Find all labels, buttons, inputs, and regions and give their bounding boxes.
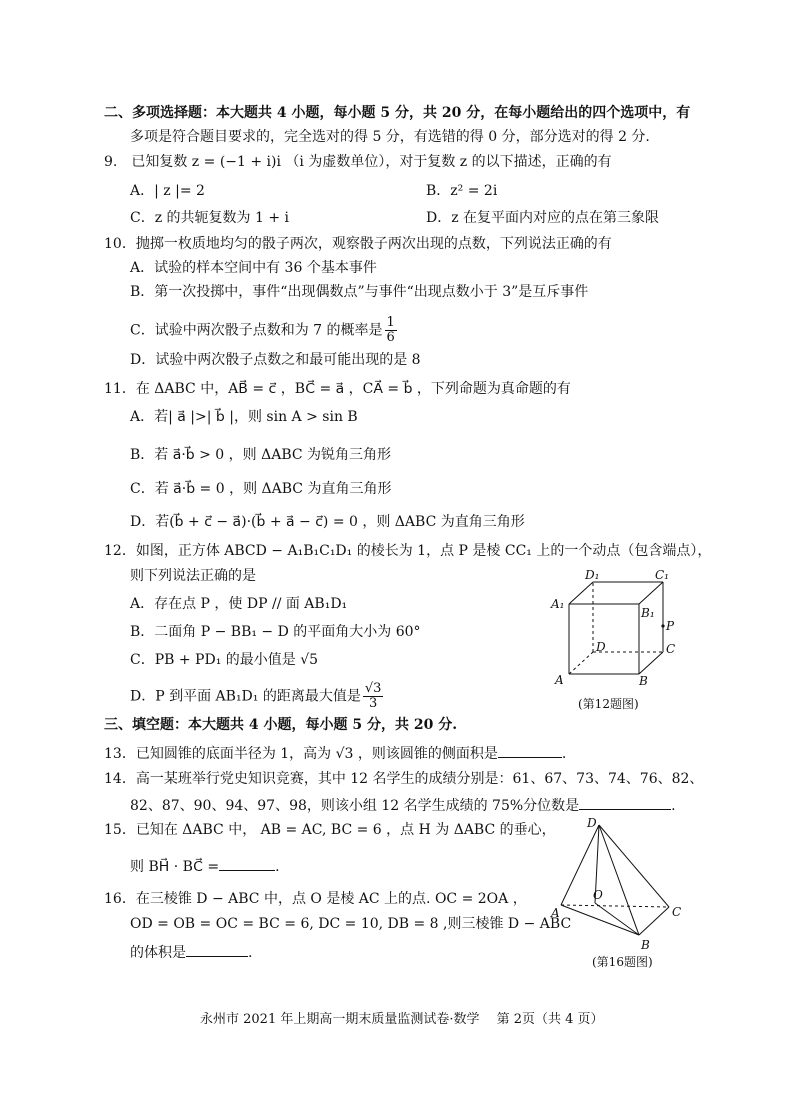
q11-stem: 11．在 ΔABC 中，AB⃗ = c⃗ ，BC⃗ = a⃗ ，CA⃗ = b⃗ ，下列命题为真命题的有 bbox=[104, 381, 571, 397]
section-2-instructions: 多项是符合题目要求的，完全选对的得 5 分，有选错的得 0 分，部分选对的得 2 分. bbox=[130, 129, 650, 145]
q9-stem: 9. 已知复数 z = (−1 + i)i （i 为虚数单位），对于复数 z 的以下描述，正确的有 bbox=[104, 154, 612, 170]
label-p: P bbox=[666, 619, 675, 633]
q10-option-c-text: C．试验中两次骰子点数和为 7 的概率是 bbox=[130, 322, 383, 339]
q15-stem: 15．已知在 ΔABC 中， AB = AC, BC = 6 ，点 H 为 ΔABC 的垂心， bbox=[104, 822, 556, 838]
edge-ad-hidden bbox=[569, 652, 593, 674]
q12-stem: 12．如图，正方体 ABCD − A₁B₁C₁D₁ 的棱长为 1，点 P 是棱 CC₁ 上的一个动点（包含端点）， bbox=[104, 543, 712, 559]
q11-option-a: A．若| a⃗ |>| b⃗ |，则 sin A > sin B bbox=[130, 409, 358, 425]
q13-answer-blank[interactable] bbox=[498, 743, 562, 758]
q10-option-a: A．试验的样本空间中有 36 个基本事件 bbox=[130, 260, 377, 276]
q13-text: 13．已知圆锥的底面半径为 1，高为 √3 ，则该圆锥的侧面积是 bbox=[104, 746, 498, 762]
label-o: O bbox=[593, 888, 603, 902]
q11-option-c: C．若 a⃗·b⃗ = 0 ，则 ΔABC 为直角三角形 bbox=[130, 481, 392, 497]
q14-stem-continued bbox=[130, 795, 676, 815]
label-c: C bbox=[672, 905, 682, 919]
q9-option-c: C．z 的共轭复数为 1 + i bbox=[130, 210, 290, 226]
q10-option-c bbox=[130, 316, 399, 345]
q13-stem bbox=[104, 743, 566, 763]
q11-option-d: D．若(b⃗ + c⃗ − a⃗)·(b⃗ + a⃗ − c⃗) = 0 ，则 ΔABC 为直角三角形 bbox=[130, 514, 525, 530]
section-3-title: 三、填空题：本大题共 4 小题，每小题 5 分，共 20 分. bbox=[104, 717, 458, 733]
edge-ab bbox=[561, 905, 639, 935]
label-c1: C₁ bbox=[655, 570, 669, 582]
edge-ac-hidden bbox=[561, 905, 669, 907]
q12-option-d bbox=[130, 682, 385, 711]
q9-option-a: A．| z |= 2 bbox=[130, 183, 205, 199]
edge-b1c1 bbox=[639, 582, 663, 604]
edge-ob bbox=[595, 903, 639, 935]
q12-option-b: B．二面角 P − BB₁ − D 的平面角大小为 60° bbox=[130, 624, 421, 640]
q10-stem: 10．抛掷一枚质地均匀的骰子两次，观察骰子两次出现的点数，下列说法正确的有 bbox=[104, 236, 612, 252]
edge-bc bbox=[639, 907, 669, 935]
q11-option-b: B．若 a⃗·b⃗ > 0 ，则 ΔABC 为锐角三角形 bbox=[130, 447, 392, 463]
q15-answer-blank[interactable] bbox=[219, 856, 275, 871]
q12-cube-figure bbox=[545, 570, 685, 690]
label-a1: A₁ bbox=[551, 597, 565, 611]
q12-option-c: C．PB + PD₁ 的最小值是 √5 bbox=[130, 652, 319, 668]
section-2-title: 二、多项选择题：本大题共 4 小题，每小题 5 分，共 20 分，在每小题给出的四个选项中，有 bbox=[104, 105, 691, 121]
edge-dc bbox=[599, 825, 669, 907]
q16-answer-blank[interactable] bbox=[186, 942, 248, 957]
q9-option-d: D．z 在复平面内对应的点在第三象限 bbox=[426, 210, 660, 226]
q12-stem-continued: 则下列说法正确的是 bbox=[130, 568, 256, 584]
q14-answer-blank[interactable] bbox=[579, 795, 671, 810]
page-footer: 永州市 2021 年上期高一期末质量监测试卷·数学 第 2页（共 4 页） bbox=[200, 1012, 604, 1027]
q16-stem: 16．在三棱锥 D − ABC 中，点 O 是棱 AC 上的点. OC = 2OA ， bbox=[104, 891, 527, 907]
q10-option-d: D．试验中两次骰子点数之和最可能出现的是 8 bbox=[130, 352, 421, 368]
q12-option-a: A．存在点 P ，使 DP // 面 AB₁D₁ bbox=[130, 596, 348, 612]
q12-option-d-fraction: $\frac{√3}{3}$ bbox=[364, 681, 382, 711]
q15-end: . bbox=[275, 859, 280, 875]
q16-end: . bbox=[248, 945, 253, 961]
label-d: D bbox=[596, 640, 606, 654]
q12-figure-caption: (第12题图) bbox=[578, 697, 639, 711]
label-a: A bbox=[551, 906, 560, 920]
edge-bc bbox=[639, 652, 663, 674]
q16-stem-end bbox=[130, 942, 252, 962]
q14-stem: 14．高一某班举行党史知识竞赛，其中 12 名学生的成绩分别是：61、67、73、74、76、82、 bbox=[104, 771, 704, 787]
label-b: B bbox=[639, 674, 648, 688]
q14-text: 82、87、90、94、97、98，则该小组 12 名学生成绩的 75%分位数是 bbox=[130, 798, 580, 814]
q12-option-d-text: D．P 到平面 AB₁D₁ 的距离最大值是 bbox=[130, 688, 361, 705]
q13-end: . bbox=[561, 746, 567, 762]
q16-figure-caption: (第16题图) bbox=[592, 955, 653, 969]
q16-pyramid-figure bbox=[545, 815, 690, 955]
q15-text: 则 BH⃗ · BC⃗ = bbox=[130, 859, 220, 875]
q15-stem-continued bbox=[130, 856, 280, 876]
label-b: B bbox=[641, 938, 650, 952]
point-p bbox=[661, 624, 664, 627]
label-d1: D₁ bbox=[585, 570, 600, 582]
q14-end: . bbox=[671, 798, 676, 814]
label-d: D bbox=[587, 816, 597, 830]
q16-text: 的体积是 bbox=[130, 945, 186, 961]
label-c: C bbox=[666, 642, 676, 656]
q16-stem-continued: OD = OB = OC = BC = 6, DC = 10, DB = 8 ,则三棱锥 D − ABC bbox=[130, 916, 572, 932]
q10-option-c-fraction: $\frac{1}{6}$ bbox=[386, 315, 395, 345]
label-b1: B₁ bbox=[641, 606, 655, 620]
q9-option-b: B．z² = 2i bbox=[426, 183, 498, 199]
edge-a1d1 bbox=[569, 582, 593, 604]
edge-db bbox=[599, 825, 639, 935]
label-a: A bbox=[555, 673, 564, 687]
q10-option-b: B．第一次投掷中，事件“出现偶数点”与事件“出现点数小于 3”是互斥事件 bbox=[130, 284, 589, 300]
